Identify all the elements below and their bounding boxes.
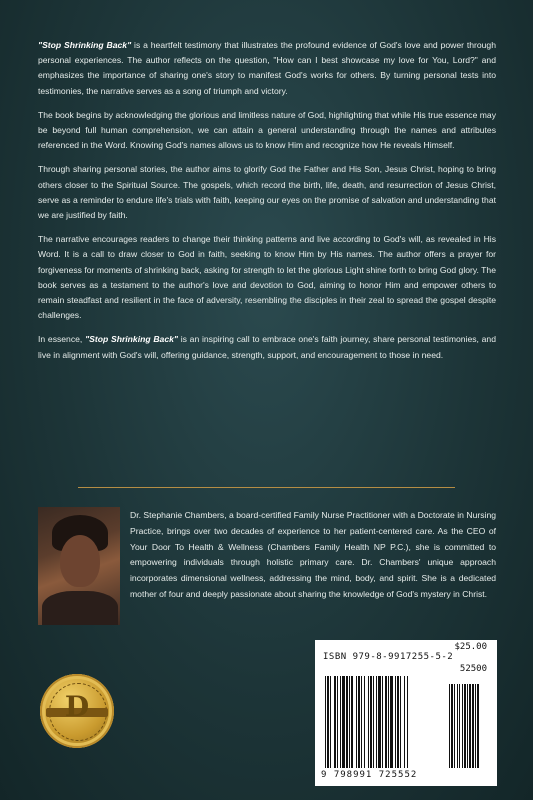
price-label: $25.00: [454, 642, 487, 652]
isbn-barcode-box: [315, 640, 497, 786]
blurb-paragraph-1: [38, 38, 496, 99]
blurb-paragraph-5-lead: In essence,: [38, 334, 86, 345]
blurb-paragraph-3: Through sharing personal stories, the author aims to glorify God the Father and His Son, Jesus Christ, hoping to bring others closer to the Spiritual Source. The gospels, which record the birth, life, death, and resurrection of Jesus Christ, serve as a reminder to endure life's trials with faith, keeping our eyes on the promise of salvation and understanding that we are justified by faith.: [38, 164, 496, 221]
back-cover-blurb: [38, 38, 496, 372]
blurb-paragraph-2: The book begins by acknowledging the glorious and limitless nature of God, highlighting that while His true essence may be beyond full human comprehension, we can attain a general understanding through the names and attributes referenced in the Word. Knowing God's names allows us to know Him and recognize how He reveals Himself.: [38, 109, 496, 151]
book-title-emphasis: "Stop Shrinking Back": [85, 334, 178, 345]
blurb-paragraph-4: The narrative encourages readers to change their thinking patterns and live according to God's will, as revealed in His Word. It is a call to draw closer to God in faith, seeking to know Him by His names. The author offers a prayer for forgiveness for moments of shrinking back, asking for strength to let the glorious Light shine forth to bring God glory. The book serves as a testament to the author's love and devotion to God, aiming to honor Him and empower others to remain steadfast and resilient in the face of adversity, resembling the disciples in their zeal to spread the gospel despite challenges.: [38, 234, 496, 321]
author-bio: Dr. Stephanie Chambers, a board-certified Family Nurse Practitioner with a Doctorate in Nursing Practice, brings over two decades of experience to her patient-centered care. As the CEO of Your Door To Health & Wellness (Chambers Family Health NP P.C.), she is committed to empowering individuals through holistic primary care. Dr. Chambers' unique approach incorporates dimensional wellness, addressing the mind, body, and spirit. She is a dedicated mother of four and deeply passionate about sharing the knowledge of God's mystery in Christ.: [130, 510, 496, 599]
barcode-digits: 9 798991 725552: [321, 770, 418, 780]
book-title-emphasis: "Stop Shrinking Back": [38, 40, 132, 50]
author-photo: [38, 507, 120, 625]
barcode-bars: [325, 676, 489, 768]
isbn-label: ISBN 979-8-9917255-5-2: [323, 652, 454, 662]
gold-divider: [78, 487, 455, 488]
seal-letter: D: [64, 690, 90, 723]
publisher-seal-logo: [40, 674, 114, 748]
blurb-paragraph-5-text: is an inspiring call to embrace one's faith journey, share personal testimonies, and live in alignment with God's will, offering guidance, strength, support, and encouragement to those in need.: [38, 334, 496, 360]
blurb-paragraph-5: [38, 332, 496, 362]
blurb-paragraph-1-text: is a heartfelt testimony that illustrates the profound evidence of God's love and power through personal experiences. The author reflects on the question, "How can I best showcase my love for You, Lord?" and emphasizes the importance of sharing one's story to manifest God's works for others. By turning personal tests into testimonies, the narrative serves as a song of triumph and victory.: [38, 40, 496, 96]
price-addon-code: 52500: [459, 664, 487, 674]
